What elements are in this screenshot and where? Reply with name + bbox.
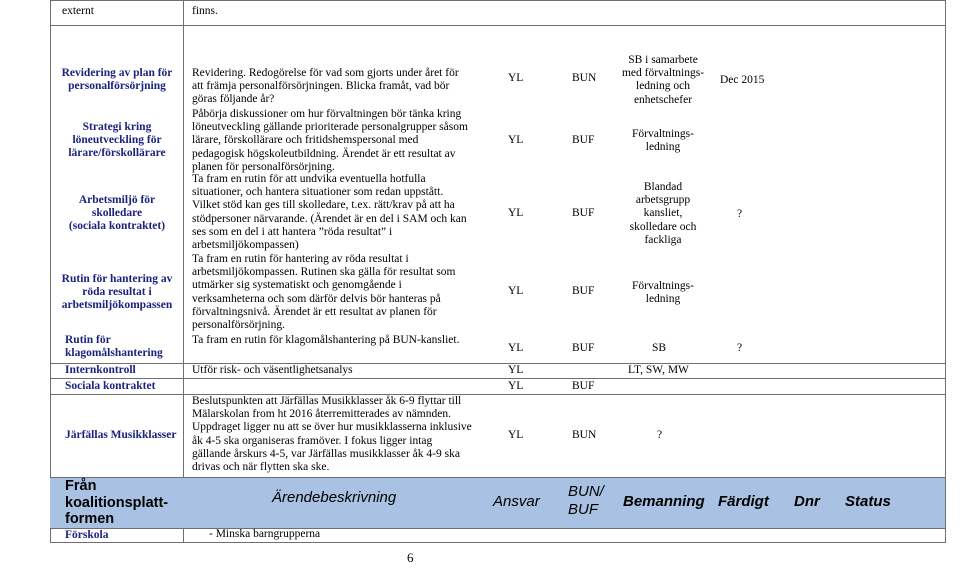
item-description: Ta fram en rutin för klagomålshantering på BUN-kansliet. [192, 334, 460, 346]
item-bemanning: Förvaltnings- ledning [632, 280, 694, 306]
item-bun-buf: BUF [572, 207, 595, 219]
item-bun-buf: BUF [572, 134, 595, 146]
item-bun-buf: BUN [572, 72, 597, 84]
table-border-left [50, 0, 51, 543]
forskola-label: Förskola [65, 529, 109, 541]
item-ansvar: YL [508, 285, 524, 297]
header-status: Status [845, 493, 891, 510]
table-border-bottom [50, 542, 945, 543]
internkontroll-label: Internkontroll [65, 364, 136, 376]
column-divider [183, 0, 184, 543]
item-ansvar: YL [508, 207, 524, 219]
table-border-top [50, 0, 945, 1]
item-description: Påbörja diskussioner om hur förvaltningen bör tänka kring löneutveckling gällande prioriterade personalgrupper såsom lärare, förskollärare och fritidshemspersonal med pedagogisk högskoleutbildning. Ärendet är ett resultat av planen för personalförsörjning. [192, 108, 468, 173]
row-divider [50, 528, 945, 529]
table-border-right [945, 0, 946, 543]
item-ansvar: YL [508, 72, 524, 84]
item-bun-buf: BUF [572, 342, 595, 354]
internkontroll-ansvar: YL [508, 364, 524, 376]
item-title: Strategi kring löneutveckling för lärare/förskollärare [68, 121, 166, 160]
item-bemanning: SB i samarbete med förvaltnings- ledning och enhetschefer [621, 54, 705, 106]
item-fardigt: ? [737, 208, 743, 220]
musikklasser-ansvar: YL [508, 429, 524, 441]
item-description: Ta fram en rutin för att undvika eventuella hotfulla situationer, och hantera situationer som redan uppstått. Vilket stöd kan ges till skolledare, t.ex. rätt/krav på att ha stödpersoner närvarande. (Ärendet är en del i SAM och kan ses som en del i att hantera ”röda resultat” i arbetsmiljökompassen) [192, 173, 467, 252]
item-description: Revidering. Redogörelse för vad som gjorts under året för att främja personalförsörjningen. Blicka framåt, vad bör göras följande år? [192, 67, 459, 106]
musikklasser-label: Järfällas Musikklasser [65, 429, 177, 441]
item-title: Rutin för klagomålshantering [65, 334, 163, 360]
header-bemanning: Bemanning [623, 493, 705, 510]
header-ansvar: Ansvar [493, 493, 540, 510]
item-bemanning: Förvaltnings- ledning [632, 128, 694, 154]
row-divider [50, 25, 945, 26]
musikklasser-description: Beslutspunkten att Järfällas Musikklasser åk 6-9 flyttar till Mälarskolan from ht 2016 återremitterades av nämnden. Uppdraget ligger nu att se över hur musikklasserna inklusive åk 4-5 ska organiseras framöver. I fokus ligger intag gällande årskurs 4-5, var Järfällas musikklasser åk 4-9 ska drivas och när flytten ska ske. [192, 395, 472, 474]
item-bun-buf: BUF [572, 285, 595, 297]
header-from-platform: Från koalitionsplatt- formen [65, 478, 169, 527]
item-fardigt: ? [737, 342, 743, 354]
page-number: 6 [407, 550, 414, 565]
item-ansvar: YL [508, 134, 524, 146]
item-title: Arbetsmiljö för skolledare (sociala kontraktet) [68, 194, 166, 233]
item-fardigt: Dec 2015 [720, 74, 765, 86]
item-description: Ta fram en rutin för hantering av röda resultat i arbetsmiljökompassen. Rutinen ska gälla för resultat som utmärker sig systematiskt och genomgående i verksamheterna och som därför delvis bör hanteras på förvaltningsnivå. Ärendet är ett resultat av planen för personalförsörjning. [192, 253, 456, 332]
internkontroll-bemanning: LT, SW, MW [628, 364, 689, 376]
header-description: Ärendebeskrivning [272, 489, 397, 506]
item-title: Revidering av plan för personalförsörjning [61, 67, 173, 93]
musikklasser-bemanning: ? [657, 429, 663, 441]
header-fardigt: Färdigt [718, 493, 769, 510]
forskola-description: - Minska barngrupperna [209, 528, 321, 540]
header-dnr: Dnr [794, 493, 820, 510]
row-divider [50, 394, 945, 395]
musikklasser-bun-buf: BUN [572, 429, 597, 441]
top-row-text: finns. [192, 5, 218, 17]
top-row-label: externt [62, 5, 94, 17]
sociala-kontraktet-label: Sociala kontraktet [65, 380, 156, 392]
item-title: Rutin för hantering av röda resultat i arbetsmiljökompassen [61, 273, 173, 312]
row-divider [50, 363, 945, 364]
header-bun-buf: BUN/ BUF [568, 483, 604, 518]
internkontroll-description: Utför risk- och väsentlighetsanalys [192, 364, 353, 376]
item-ansvar: YL [508, 342, 524, 354]
item-bemanning: Blandad arbetsgrupp kansliet, skolledare och fackliga [629, 181, 697, 246]
sociala-kontraktet-ansvar: YL [508, 380, 524, 392]
row-divider [50, 378, 945, 379]
sociala-kontraktet-bun-buf: BUF [572, 380, 595, 392]
item-bemanning: SB [652, 342, 667, 354]
